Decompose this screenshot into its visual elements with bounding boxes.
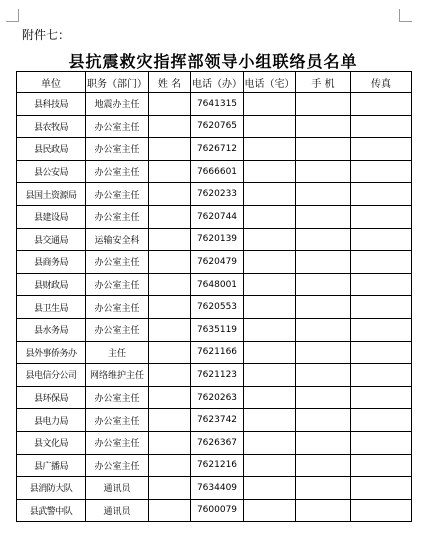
cell-office-phone: 7621216: [191, 454, 244, 477]
cell-position: 通讯员: [86, 477, 149, 500]
cell-home-phone: [244, 431, 296, 454]
cell-office-phone: 7635119: [191, 318, 244, 341]
cell-fax: [351, 205, 412, 228]
cell-unit: 县文化局: [17, 431, 86, 454]
cell-home-phone: [244, 115, 296, 138]
cell-home-phone: [244, 364, 296, 387]
cell-name: [149, 273, 191, 296]
cell-mobile: [296, 364, 351, 387]
cell-mobile: [296, 499, 351, 522]
table-row: [17, 228, 412, 251]
cell-name: [149, 93, 191, 116]
cell-mobile: [296, 115, 351, 138]
cell-fax: [351, 454, 412, 477]
cell-mobile: [296, 431, 351, 454]
cell-unit: 县电信分公司: [17, 364, 86, 387]
cell-fax: [351, 499, 412, 522]
table-row: [17, 205, 412, 228]
cell-office-phone: 7634409: [191, 477, 244, 500]
cell-office-phone: 7626367: [191, 431, 244, 454]
cell-office-phone: 7600079: [191, 499, 244, 522]
cell-name: [149, 477, 191, 500]
cell-fax: [351, 318, 412, 341]
cell-fax: [351, 251, 412, 274]
cell-mobile: [296, 454, 351, 477]
cell-unit: 县广播局: [17, 454, 86, 477]
cell-fax: [351, 477, 412, 500]
cell-name: [149, 205, 191, 228]
cell-name: [149, 364, 191, 387]
cell-fax: [351, 183, 412, 206]
cell-name: [149, 341, 191, 364]
cell-home-phone: [244, 296, 296, 319]
header-unit: 单位: [17, 72, 86, 93]
cell-position: 办公室主任: [86, 205, 149, 228]
cell-position: 网络维护主任: [86, 364, 149, 387]
cell-home-phone: [244, 138, 296, 161]
cell-mobile: [296, 477, 351, 500]
table-row: [17, 296, 412, 319]
cell-office-phone: 7641315: [191, 93, 244, 116]
table-row: [17, 409, 412, 432]
cell-unit: 县武警中队: [17, 499, 86, 522]
cell-unit: 县公安局: [17, 160, 86, 183]
cell-position: 办公室主任: [86, 160, 149, 183]
cell-mobile: [296, 273, 351, 296]
cell-office-phone: 7620233: [191, 183, 244, 206]
table-row: [17, 183, 412, 206]
cell-fax: [351, 386, 412, 409]
cell-office-phone: 7623742: [191, 409, 244, 432]
cell-position: 地震办主任: [86, 93, 149, 116]
cell-position: 办公室主任: [86, 386, 149, 409]
cell-mobile: [296, 318, 351, 341]
cell-unit: 县建设局: [17, 205, 86, 228]
cell-unit: 县国土资源局: [17, 183, 86, 206]
cell-unit: 县财政局: [17, 273, 86, 296]
cell-unit: 县卫生局: [17, 296, 86, 319]
cell-position: 主任: [86, 341, 149, 364]
cell-office-phone: 7621123: [191, 364, 244, 387]
table-row: [17, 499, 412, 522]
table-row: [17, 93, 412, 116]
table-row: [17, 341, 412, 364]
cell-position: 办公室主任: [86, 183, 149, 206]
cell-fax: [351, 228, 412, 251]
cell-home-phone: [244, 160, 296, 183]
cell-office-phone: 7621166: [191, 341, 244, 364]
cell-home-phone: [244, 409, 296, 432]
cell-home-phone: [244, 386, 296, 409]
document-title: 县抗震救灾指挥部领导小组联络员名单: [68, 52, 358, 71]
header-office-phone: 电话（办）: [191, 72, 244, 93]
cell-position: 办公室主任: [86, 138, 149, 161]
cell-unit: 县电力局: [17, 409, 86, 432]
cell-unit: 县农牧局: [17, 115, 86, 138]
cell-name: [149, 409, 191, 432]
cell-position: 办公室主任: [86, 251, 149, 274]
table-row: [17, 364, 412, 387]
cell-mobile: [296, 160, 351, 183]
cell-unit: 县科技局: [17, 93, 86, 116]
cell-mobile: [296, 409, 351, 432]
cell-office-phone: 7620139: [191, 228, 244, 251]
cell-office-phone: 7666601: [191, 160, 244, 183]
table-row: [17, 318, 412, 341]
table-row: [17, 138, 412, 161]
cell-mobile: [296, 251, 351, 274]
table-row: [17, 251, 412, 274]
cell-fax: [351, 409, 412, 432]
cell-unit: 县民政局: [17, 138, 86, 161]
cell-name: [149, 296, 191, 319]
cell-home-phone: [244, 499, 296, 522]
cell-name: [149, 160, 191, 183]
cell-home-phone: [244, 228, 296, 251]
cell-fax: [351, 93, 412, 116]
cell-home-phone: [244, 205, 296, 228]
cell-office-phone: 7620263: [191, 386, 244, 409]
cell-position: 办公室主任: [86, 318, 149, 341]
cell-unit: 县环保局: [17, 386, 86, 409]
cell-home-phone: [244, 318, 296, 341]
crop-mark-top-left: [6, 9, 19, 22]
cell-home-phone: [244, 183, 296, 206]
cell-fax: [351, 296, 412, 319]
cell-home-phone: [244, 93, 296, 116]
cell-unit: 县商务局: [17, 251, 86, 274]
cell-name: [149, 138, 191, 161]
header-home-phone: 电话（宅）: [244, 72, 296, 93]
cell-name: [149, 454, 191, 477]
cell-mobile: [296, 296, 351, 319]
cell-position: 运输安全科: [86, 228, 149, 251]
cell-home-phone: [244, 273, 296, 296]
table-body: [17, 93, 412, 522]
header-position: 职务（部门）: [86, 72, 149, 93]
cell-office-phone: 7648001: [191, 273, 244, 296]
table-row: [17, 454, 412, 477]
cell-office-phone: 7620479: [191, 251, 244, 274]
cell-name: [149, 251, 191, 274]
table-row: [17, 386, 412, 409]
cell-mobile: [296, 138, 351, 161]
cell-unit: 县水务局: [17, 318, 86, 341]
cell-name: [149, 228, 191, 251]
cell-mobile: [296, 386, 351, 409]
table-header-row: [17, 72, 412, 93]
cell-unit: 县交通局: [17, 228, 86, 251]
cell-position: 办公室主任: [86, 409, 149, 432]
cell-mobile: [296, 228, 351, 251]
cell-position: 办公室主任: [86, 296, 149, 319]
header-mobile: 手 机: [296, 72, 351, 93]
cell-home-phone: [244, 454, 296, 477]
cell-mobile: [296, 183, 351, 206]
cell-mobile: [296, 341, 351, 364]
cell-fax: [351, 138, 412, 161]
cell-name: [149, 386, 191, 409]
cell-office-phone: 7626712: [191, 138, 244, 161]
cell-position: 办公室主任: [86, 431, 149, 454]
cell-fax: [351, 341, 412, 364]
liaison-table: [16, 71, 412, 522]
cell-fax: [351, 273, 412, 296]
cell-name: [149, 431, 191, 454]
cell-position: 通讯员: [86, 499, 149, 522]
cell-position: 办公室主任: [86, 273, 149, 296]
cell-position: 办公室主任: [86, 115, 149, 138]
cell-name: [149, 318, 191, 341]
cell-mobile: [296, 93, 351, 116]
cell-fax: [351, 115, 412, 138]
table-row: [17, 477, 412, 500]
cell-home-phone: [244, 251, 296, 274]
cell-name: [149, 115, 191, 138]
cell-home-phone: [244, 341, 296, 364]
cell-office-phone: 7620765: [191, 115, 244, 138]
cell-name: [149, 183, 191, 206]
cell-office-phone: 7620744: [191, 205, 244, 228]
cell-unit: 县外事侨务办: [17, 341, 86, 364]
cell-unit: 县消防大队: [17, 477, 86, 500]
crop-mark-top-right: [399, 9, 412, 22]
table-row: [17, 273, 412, 296]
cell-position: 办公室主任: [86, 454, 149, 477]
table-row: [17, 431, 412, 454]
cell-fax: [351, 160, 412, 183]
attachment-label: 附件七：: [22, 28, 71, 42]
cell-fax: [351, 364, 412, 387]
cell-home-phone: [244, 477, 296, 500]
cell-name: [149, 499, 191, 522]
header-fax: 传真: [351, 72, 412, 93]
cell-mobile: [296, 205, 351, 228]
cell-fax: [351, 431, 412, 454]
table-row: [17, 115, 412, 138]
cell-office-phone: 7620553: [191, 296, 244, 319]
table-row: [17, 160, 412, 183]
header-name: 姓 名: [149, 72, 191, 93]
